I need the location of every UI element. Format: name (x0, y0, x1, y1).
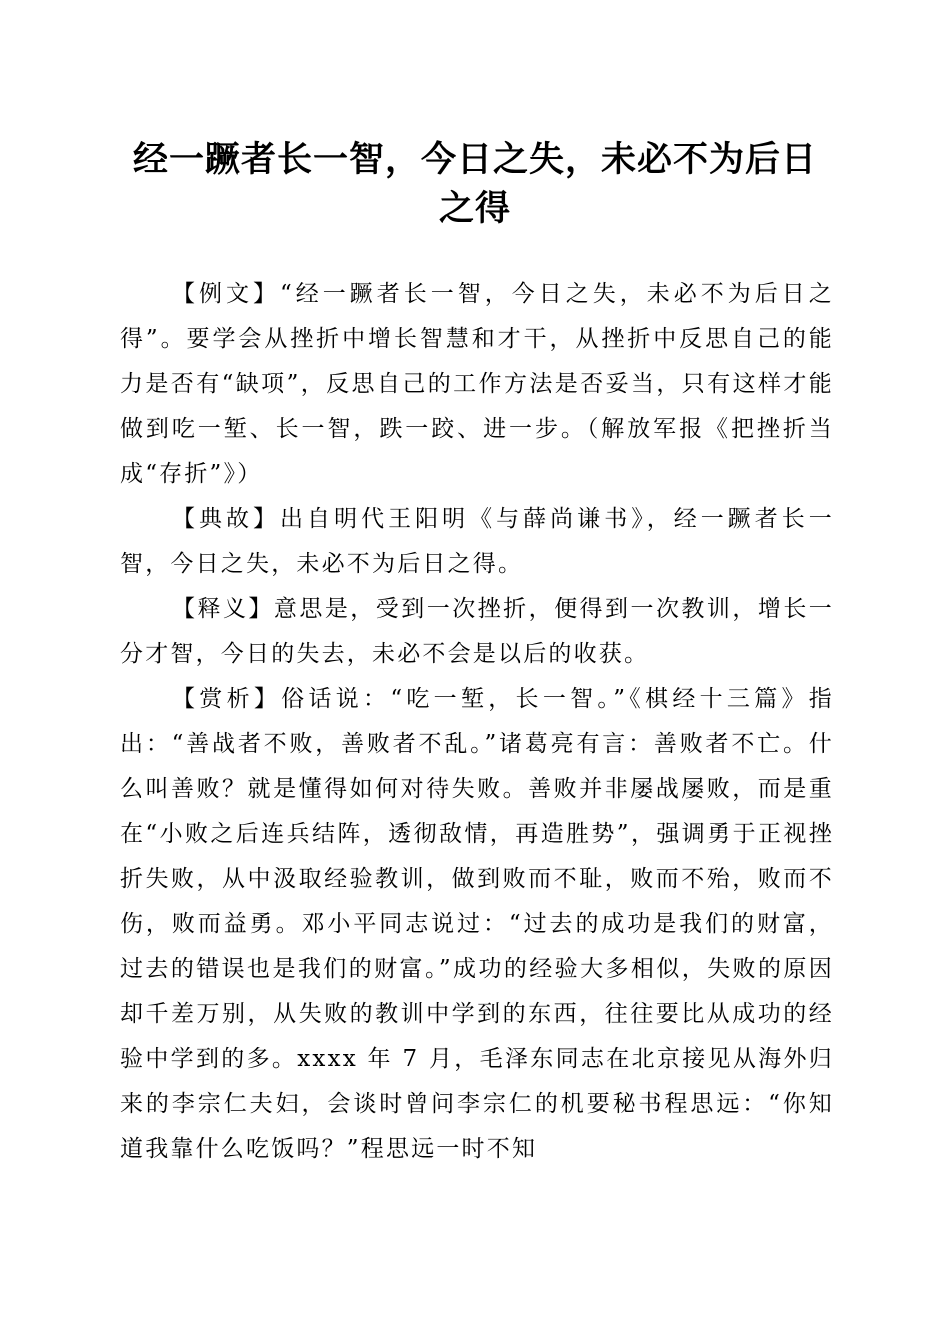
paragraph-example: 【例文】“经一蹶者长一智，今日之失，未必不为后日之得”。要学会从挫折中增长智慧和才干，从挫折中反思自己的能力是否有“缺项”，反思自己的工作方法是否妥当，只有这样才能做到吃一堑、长一智，跌一跤、进一步。（解放军报《把挫折当成“存折”》） (120, 281, 834, 487)
document-body (120, 272, 834, 1172)
paragraph-interpretation: 【释义】意思是，受到一次挫折，便得到一次教训，增长一分才智，今日的失去，未必不会是以后的收获。 (120, 596, 834, 667)
paragraph-appreciation: 【赏析】俗话说：“吃一堑，长一智。”《棋经十三篇》指出：“善战者不败，善败者不乱。”诸葛亮有言：善败者不亡。什么叫善败？就是懂得如何对待失败。善败并非屡战屡败，而是重在“小败之后连兵结阵，透彻敌情，再造胜势”，强调勇于正视挫折失败，从中汲取经验教训，做到败而不耻，败而不殆，败而不伤，败而益勇。邓小平同志说过：“过去的成功是我们的财富，过去的错误也是我们的财富。”成功的经验大多相似，失败的原因却千差万别，从失败的教训中学到的东西，往往要比从成功的经验中学到的多。xxxx 年 7 月，毛泽东同志在北京接见从海外归来的李宗仁夫妇，会谈时曾问李宗仁的机要秘书程思远：“你知道我靠什么吃饭吗？”程思远一时不知 (120, 686, 834, 1162)
paragraph-allusion: 【典故】出自明代王阳明《与薛尚谦书》，经一蹶者长一智，今日之失，未必不为后日之得。 (120, 506, 834, 577)
document-title: 经一蹶者长一智，今日之失，未必不为后日之得 (132, 140, 817, 229)
